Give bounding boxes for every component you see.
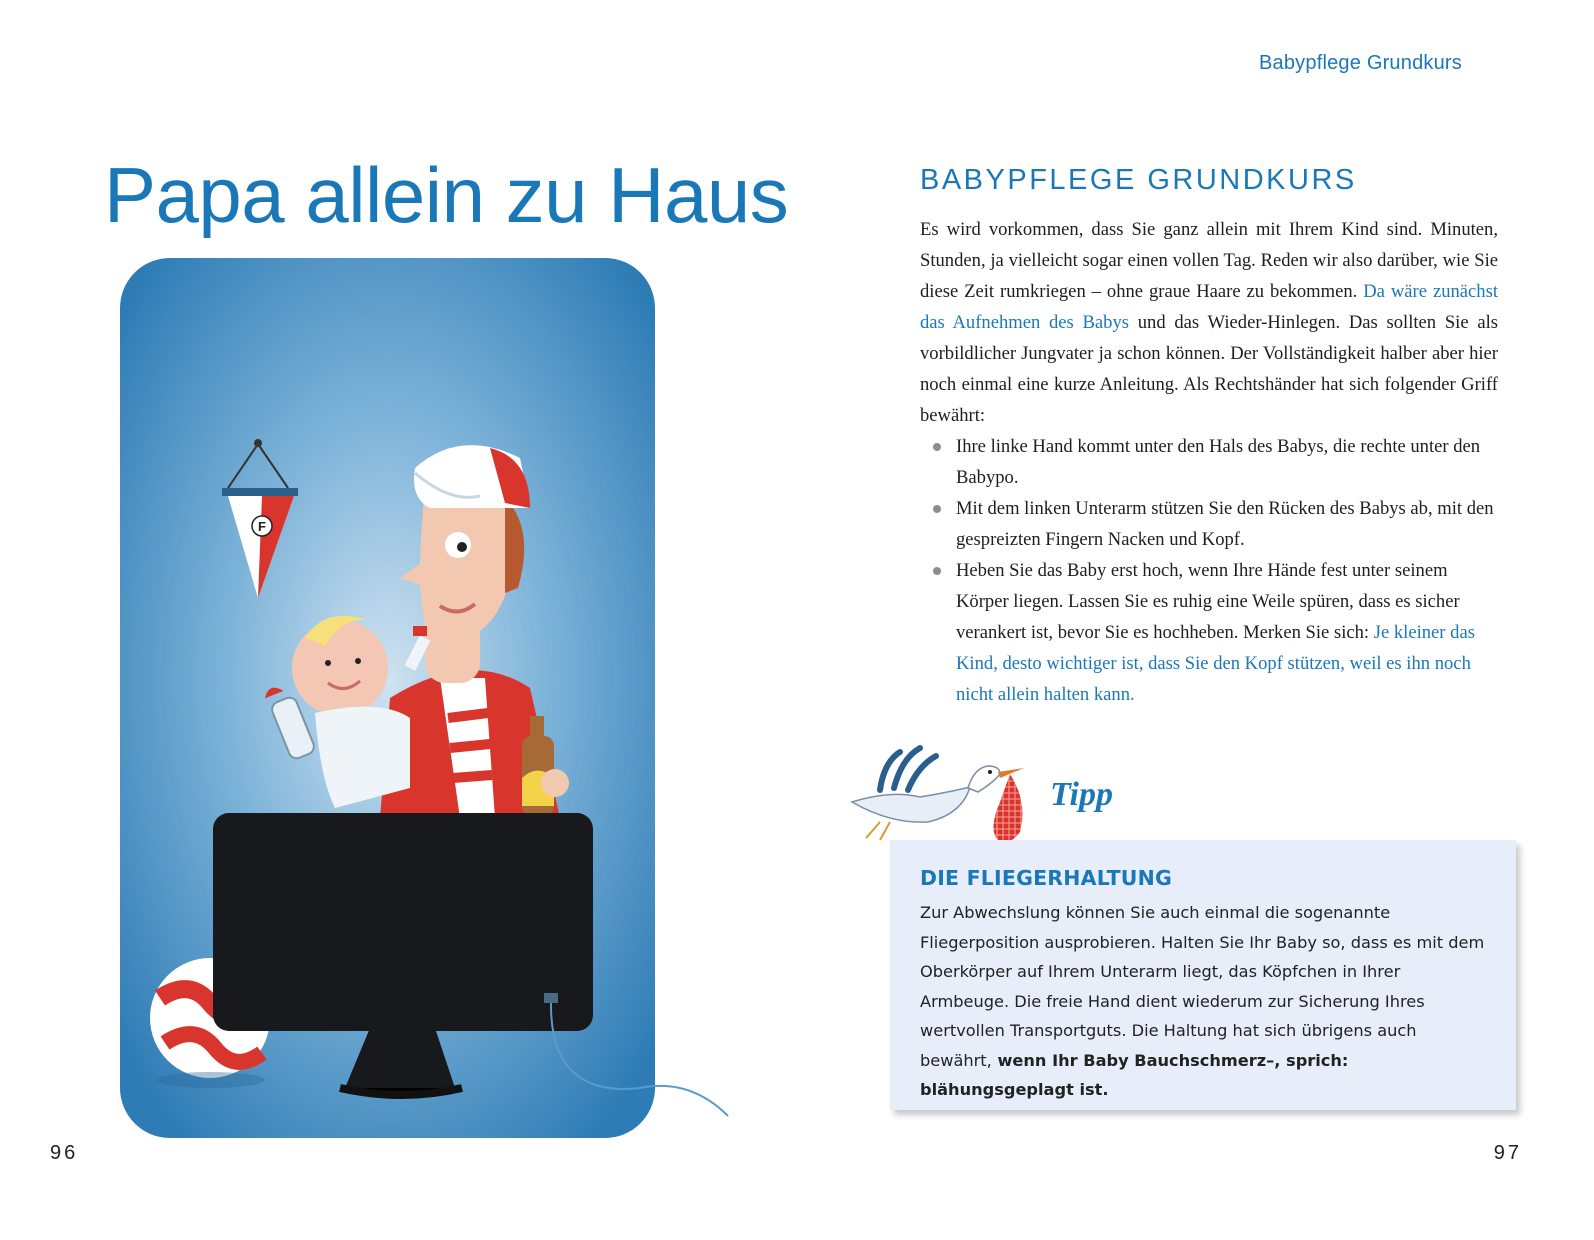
bullet-list <box>920 431 1498 710</box>
page-number-left: 96 <box>50 1142 79 1164</box>
bullet-icon <box>933 567 941 575</box>
list-item <box>956 493 1498 555</box>
running-head: Babypflege Grundkurs <box>1258 52 1462 74</box>
pennant-letter: F <box>258 519 266 534</box>
tip-heading: DIE FLIEGERHALTUNG <box>920 866 1173 890</box>
list-item <box>956 431 1498 493</box>
intro-text-1: Es wird vorkommen, dass Sie ganz allein mit Ihrem Kind sind. Minuten, Stunden, ja vielleicht sogar einen vollen Tag. Reden wir also darüber, wie Sie diese Zeit rumkriegen – ohne graue Haare zu bekommen. <box>920 219 1498 302</box>
stork-icon <box>850 742 1030 852</box>
tip-bold: wenn Ihr Baby Bauchschmerz–, sprich: blähungsgeplagt ist. <box>920 1050 1349 1099</box>
list-item <box>956 555 1498 710</box>
intro-highlight: Da wäre zunächst das Aufnehmen des Babys <box>920 281 1498 333</box>
bullet-highlight: Je kleiner das Kind, desto wichtiger ist, dass Sie den Kopf stützen, weil es ihn noch nicht allein halten kann. <box>956 622 1475 705</box>
bullet-icon <box>933 505 941 513</box>
bullet-text: Mit dem linken Unterarm stützen Sie den Rücken des Babys ab, mit den gespreizten Fingern Nacken und Kopf. <box>956 498 1494 550</box>
page-number-right: 97 <box>1493 1142 1522 1164</box>
tip-box <box>890 840 1516 1110</box>
chapter-title: Papa allein zu Haus <box>104 151 789 239</box>
intro-text-2: und das Wieder-Hinlegen. Das sollten Sie als vorbildlicher Jungvater ja schon können. Der Vollständigkeit halber aber hier noch einmal eine kurze Anleitung. Als Rechtshänder hat sich folgender Griff bewährt: <box>920 312 1498 426</box>
tip-text <box>920 898 1486 1105</box>
tip-body: Zur Abwechslung können Sie auch einmal die sogenannte Fliegerposition ausprobieren. Halten Sie Ihr Baby so, dass es mit dem Oberkörper auf Ihrem Unterarm liegt, das Köpfchen in Ihrer Armbeuge. Die freie Hand dient wiederum zur Sicherung Ihres wertvollen Transportguts. Die Haltung hat sich übrigens auch bewährt, <box>920 903 1485 1070</box>
tip-label: Tipp <box>1050 776 1113 813</box>
body-text <box>920 214 1498 710</box>
chapter-illustration <box>110 258 730 1168</box>
bullet-icon <box>933 443 941 451</box>
bullet-text: Ihre linke Hand kommt unter den Hals des Babys, die rechte unter den Babypo. <box>956 436 1481 488</box>
intro-paragraph <box>920 214 1498 431</box>
section-heading: BABYPFLEGE GRUNDKURS <box>920 164 1357 196</box>
bullet-text: Heben Sie das Baby erst hoch, wenn Ihre Hände fest unter seinem Körper liegen. Lassen Sie es ruhig eine Weile spüren, dass es sicher verankert ist, bevor Sie es hochheben. Merken Sie sich: <box>956 560 1460 643</box>
